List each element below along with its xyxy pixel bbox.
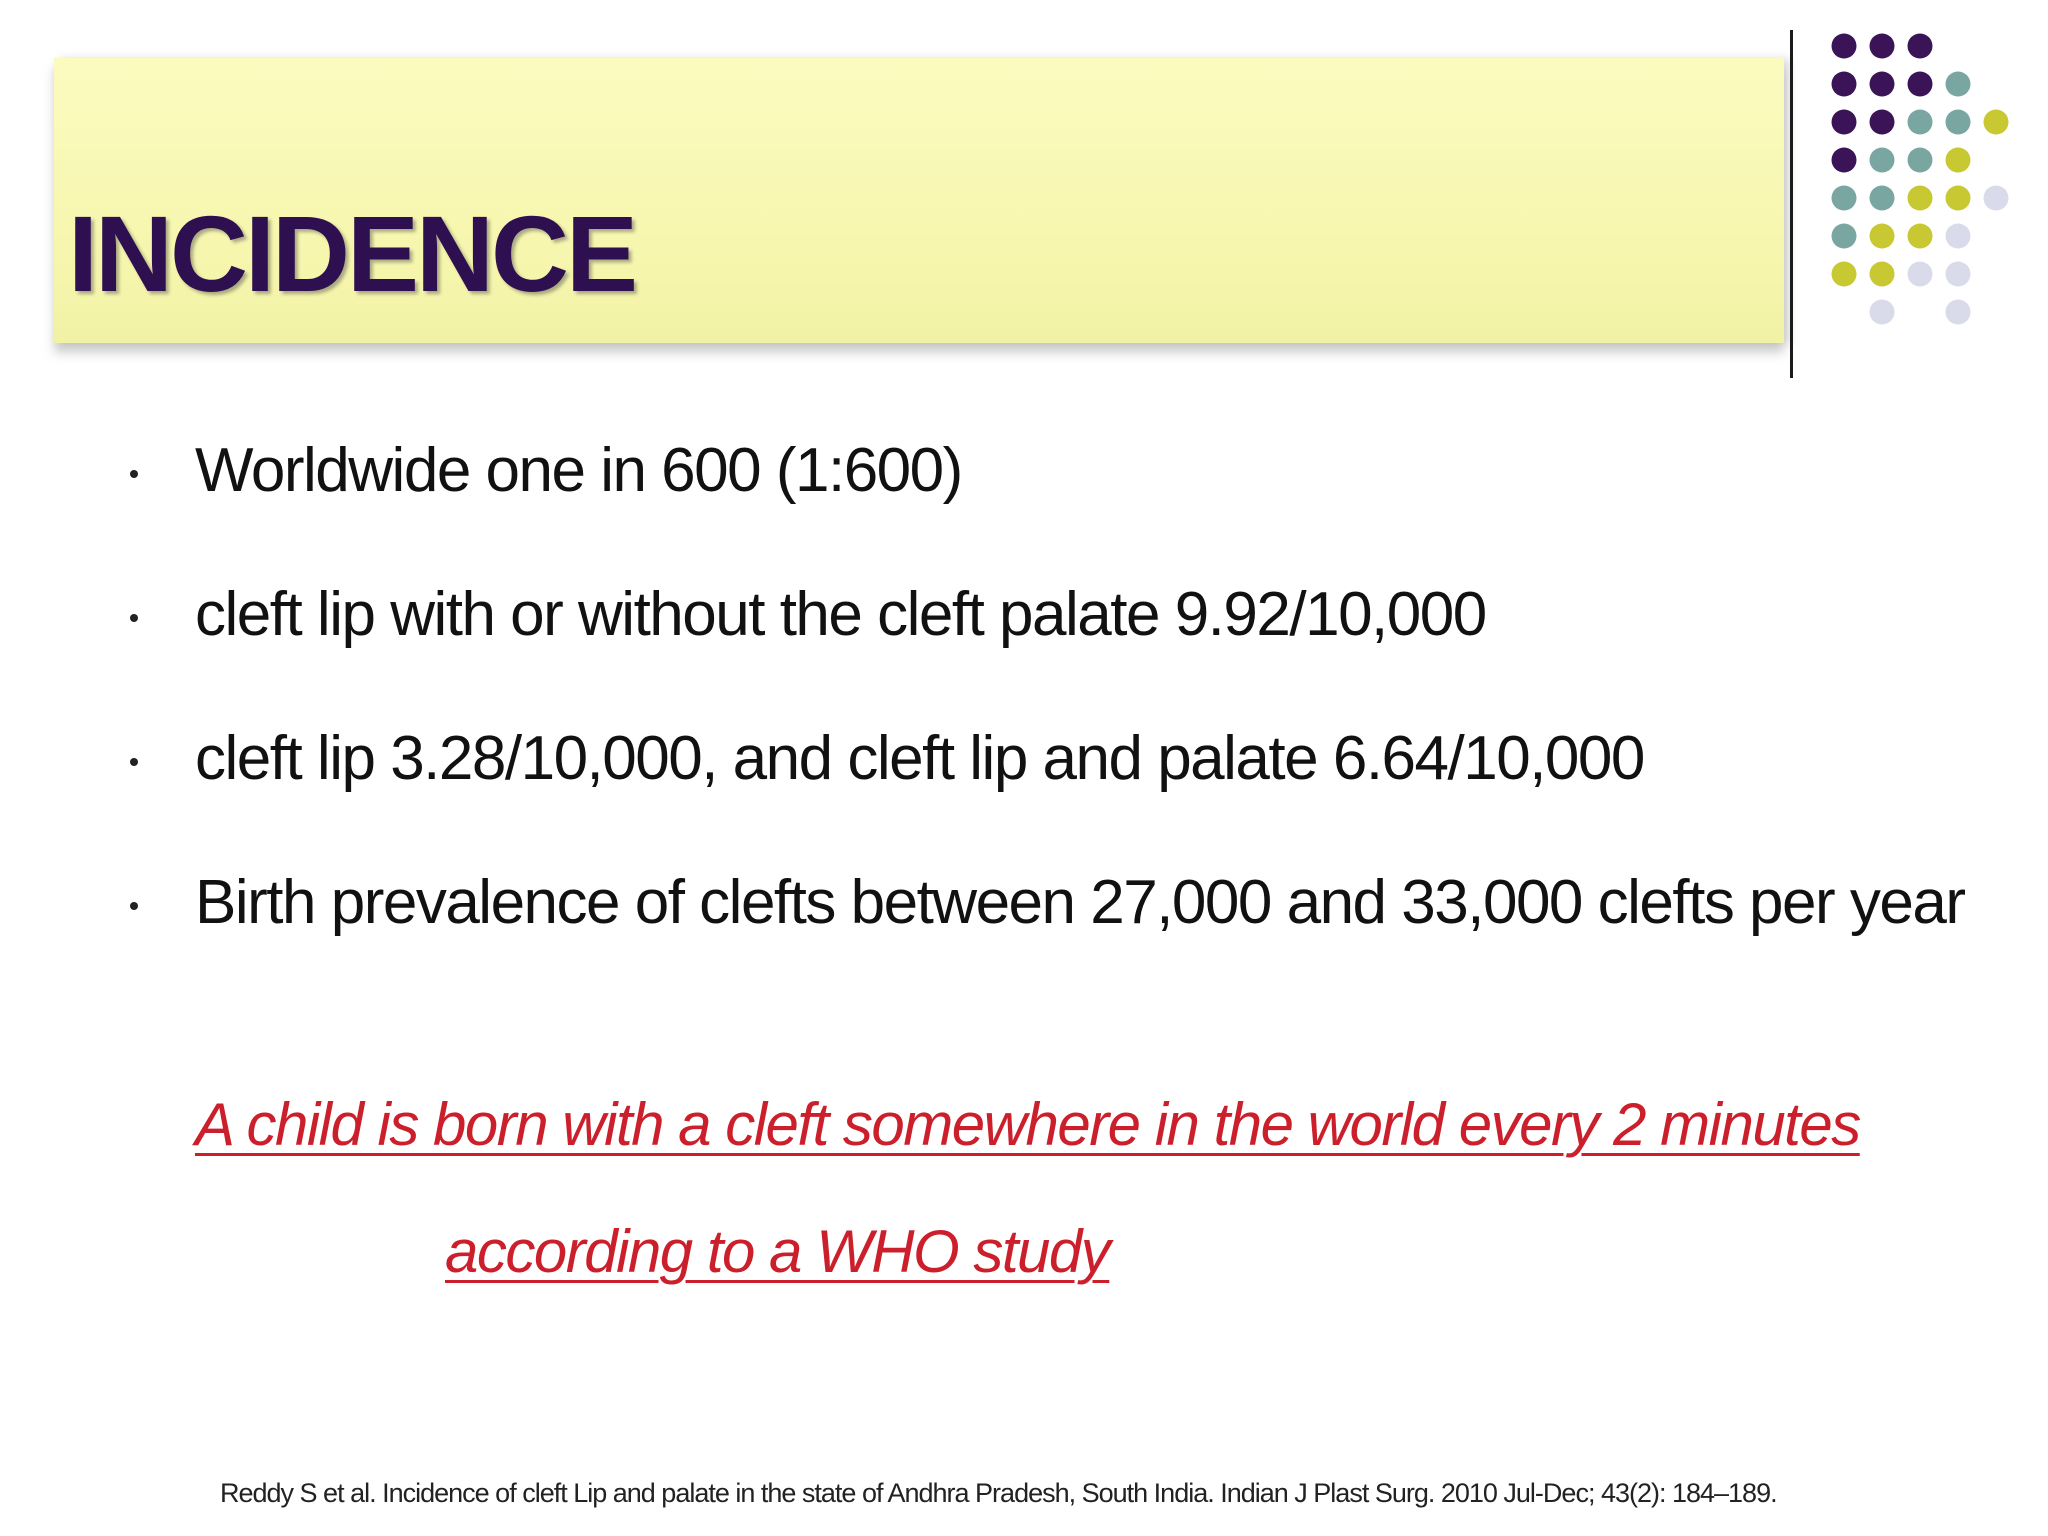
bullet-item — [130, 868, 1965, 1016]
decorative-dot — [1946, 110, 1971, 135]
decorative-dot — [1946, 148, 1971, 173]
decorative-dot — [1946, 262, 1971, 287]
decorative-dot — [1870, 34, 1895, 59]
decorative-dot — [1946, 186, 1971, 211]
decorative-dot — [1946, 72, 1971, 97]
bullet-text: cleft lip 3.28/10,000, and cleft lip and palate 6.64/10,000 — [195, 724, 1644, 793]
decorative-dot — [1832, 110, 1857, 135]
decorative-dot — [1908, 110, 1933, 135]
bullet-text: Birth prevalence of clefts between 27,000 and 33,000 clefts per year — [195, 868, 1965, 937]
decorative-dot — [1908, 186, 1933, 211]
decorative-dot — [1908, 72, 1933, 97]
vertical-divider — [1790, 30, 1793, 378]
decorative-dot — [1946, 224, 1971, 249]
bullet-item — [130, 724, 1830, 872]
bullet-marker — [130, 902, 138, 910]
bullet-item — [130, 580, 1830, 728]
decorative-dot — [1870, 110, 1895, 135]
decorative-dot — [1832, 262, 1857, 287]
decorative-dot — [1832, 224, 1857, 249]
decorative-dot — [1870, 224, 1895, 249]
decorative-dot-grid — [1830, 32, 2030, 332]
decorative-dot — [1832, 148, 1857, 173]
decorative-dot — [1870, 72, 1895, 97]
decorative-dot — [1870, 186, 1895, 211]
bullet-marker — [130, 758, 138, 766]
decorative-dot — [1870, 262, 1895, 287]
bullet-list — [130, 436, 1965, 1016]
decorative-dot — [1984, 110, 2009, 135]
citation: Reddy S et al. Incidence of cleft Lip and palate in the state of Andhra Pradesh, South India. Indian J Plast Surg. 2010 Jul-Dec; 43(2): 184–189. — [220, 1478, 1777, 1508]
decorative-dot — [1832, 186, 1857, 211]
highlight-line-1: A child is born with a cleft somewhere in the world every 2 minutes — [195, 1091, 1860, 1158]
highlight-line-2: according to a WHO study — [445, 1218, 1110, 1285]
decorative-dot — [1908, 34, 1933, 59]
decorative-dot — [1946, 300, 1971, 325]
decorative-dot — [1870, 300, 1895, 325]
decorative-dot — [1870, 148, 1895, 173]
decorative-dot — [1832, 72, 1857, 97]
bullet-text: cleft lip with or without the cleft palate 9.92/10,000 — [195, 580, 1486, 649]
bullet-marker — [130, 470, 138, 478]
bullet-text: Worldwide one in 600 (1:600) — [195, 436, 962, 505]
decorative-dot — [1832, 34, 1857, 59]
decorative-dot — [1908, 262, 1933, 287]
decorative-dot — [1908, 148, 1933, 173]
decorative-dot — [1984, 186, 2009, 211]
bullet-item — [130, 436, 1830, 584]
decorative-dot — [1908, 224, 1933, 249]
slide-title: INCIDENCE — [68, 193, 636, 314]
bullet-marker — [130, 614, 138, 622]
